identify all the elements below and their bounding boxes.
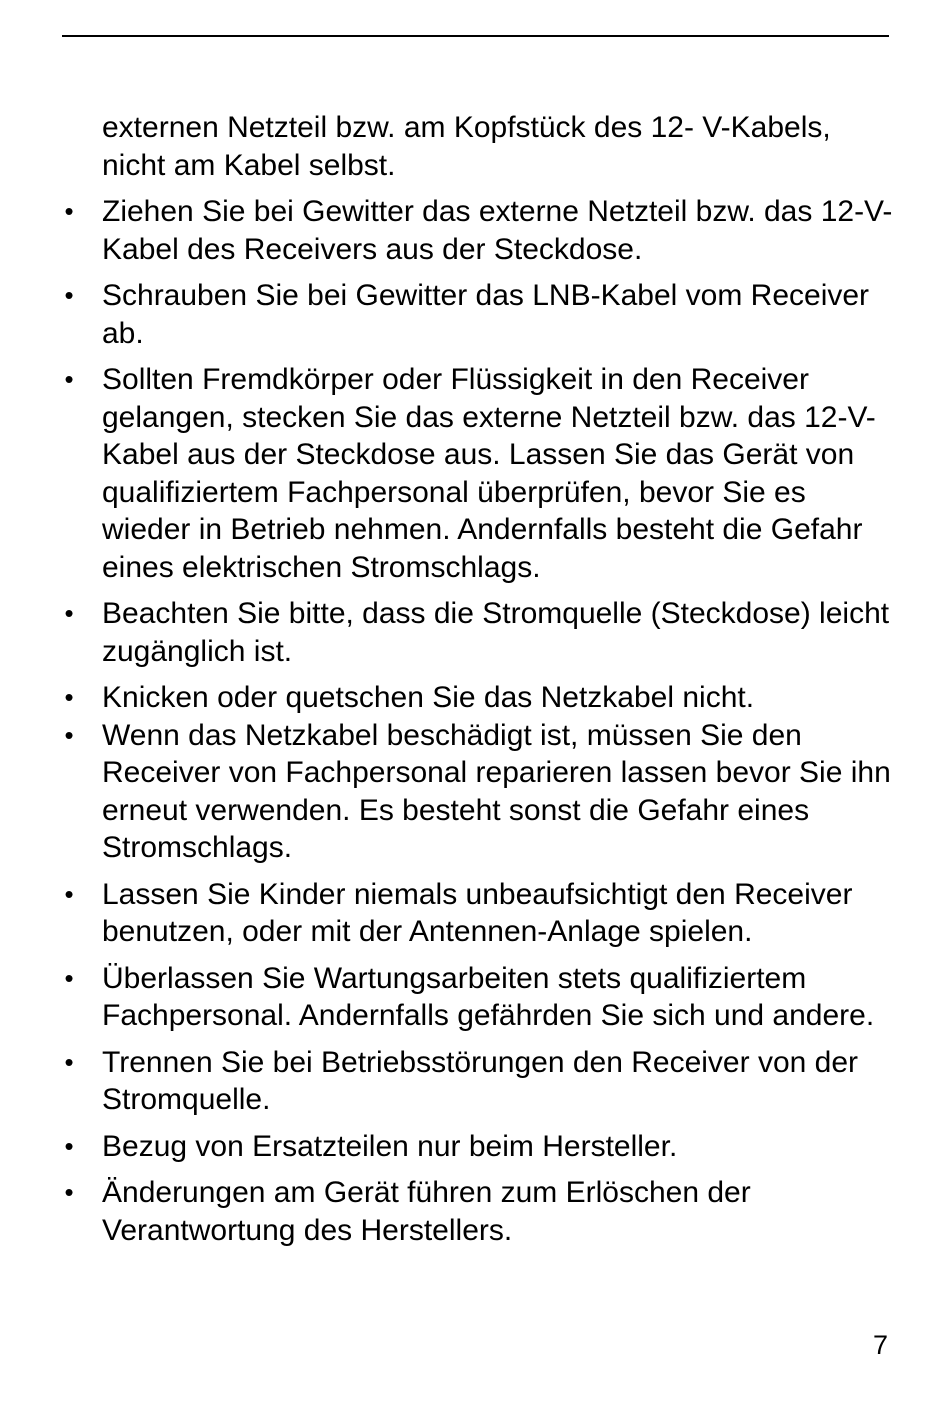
bullet-icon: • [64, 682, 74, 712]
bullet-icon: • [64, 196, 74, 226]
page-body [62, 109, 902, 1258]
bullet-icon: • [64, 719, 74, 750]
bullet-icon: • [64, 1130, 74, 1161]
list-item-text: Beachten Sie bitte, dass die Stromquelle (Steckdose) leicht zugänglich ist. [102, 597, 890, 668]
list-item [62, 361, 902, 586]
list-item-text: Knicken oder quetschen Sie das Netzkabel nicht. [102, 681, 755, 714]
bullet-icon: • [64, 364, 74, 394]
bullet-icon: • [64, 280, 74, 310]
bullet-icon: • [64, 1177, 74, 1207]
list-item [62, 1044, 902, 1119]
list-item-text: Schrauben Sie bei Gewitter das LNB-Kabel vom Receiver ab. [102, 279, 870, 350]
list-item-text: Änderungen am Gerät führen zum Erlöschen der Verantwortung des Herstellers. [102, 1176, 751, 1247]
list-item [62, 1174, 902, 1249]
continued-paragraph: externen Netzteil bzw. am Kopfstück des 12- V-Kabels, nicht am Kabel selbst. [102, 111, 831, 182]
list-item-text: Bezug von Ersatzteilen nur beim Hersteller. [102, 1129, 678, 1163]
list-item-text: Ziehen Sie bei Gewitter das externe Netzteil bzw. das 12-V- Kabel des Receivers aus der Steckdose. [102, 195, 893, 266]
header-rule [62, 35, 889, 37]
list-item [62, 595, 902, 670]
list-item-text: Überlassen Sie Wartungsarbeiten stets qualifiziertem Fachpersonal. Andernfalls gefährden Sie sich und andere. [102, 961, 875, 1032]
bullet-icon: • [64, 598, 74, 628]
list-item-text: Lassen Sie Kinder niemals unbeaufsichtigt den Receiver benutzen, oder mit der Antennen-Anlage spielen. [102, 877, 853, 948]
page-number: 7 [872, 1330, 888, 1360]
bullet-icon: • [64, 962, 74, 993]
safety-instructions-list [62, 193, 902, 1249]
bullet-icon: • [64, 878, 74, 909]
list-item [62, 1128, 902, 1166]
bullet-icon: • [64, 1046, 74, 1077]
list-item [62, 876, 902, 951]
list-item [62, 679, 902, 717]
list-item [62, 717, 902, 867]
list-item [62, 960, 902, 1035]
list-item-text: Trennen Sie bei Betriebsstörungen den Receiver von der Stromquelle. [102, 1045, 859, 1116]
list-item-text: Sollten Fremdkörper oder Flüssigkeit in den Receiver gelangen, stecken Sie das externe Netzteil bzw. das 12-V-Kabel aus der Steckdose aus. Lassen Sie das Gerät von qualifiziertem Fachpersonal überprüfen, bevor Sie es wieder in Betrieb nehmen. Andernfalls besteht die Gefahr eines elektrischen Stromschlags. [102, 363, 876, 584]
list-item [62, 193, 902, 268]
list-item [62, 277, 902, 352]
list-item-text: Wenn das Netzkabel beschädigt ist, müssen Sie den Receiver von Fachpersonal reparieren lassen bevor Sie ihn erneut verwenden. Es besteht sonst die Gefahr eines Stromschlags. [102, 718, 891, 864]
